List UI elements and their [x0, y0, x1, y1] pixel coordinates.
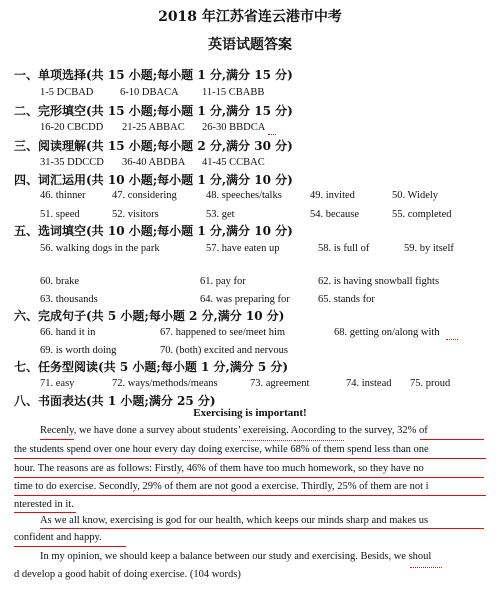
correction-underline [14, 477, 484, 478]
section-heading-reading: 三、阅读理解(共 15 小题;每小题 2 分,满分 30 分) [14, 139, 293, 153]
answer-cell: 68. getting on/along with [334, 327, 440, 338]
answer-cell: 67. happened to see/meet him [160, 327, 286, 338]
answer-cell: 46. thinner [40, 190, 86, 201]
answer-cell: 47. considering [112, 190, 177, 201]
essay-line: hour. The reasons are as follows: Firstly, 46% of them have too much homework, so they have no [14, 463, 424, 474]
essay-line: time to do exercise. Secondly, 29% of them are not good a exercise. Thirdly, 25% of them are not i [14, 481, 429, 492]
answer-cell: 58. is full of [318, 243, 370, 254]
answer-cell: 72. ways/methods/means [112, 378, 218, 389]
correction-underline [420, 439, 484, 440]
answer-cell: 54. because [310, 209, 359, 220]
correction-mark [294, 437, 344, 441]
answer-cell: 55. completed [392, 209, 452, 220]
answer-cell: 65. stands for [318, 294, 375, 305]
section-heading-vocabulary: 四、词汇运用(共 10 小题;每小题 1 分,满分 10 分) [14, 173, 293, 187]
essay-line: d develop a good habit of doing exercise. (104 words) [14, 569, 241, 580]
answer-cell: 60. brake [40, 276, 80, 287]
essay-line: nterested in it. [14, 499, 74, 510]
correction-mark [242, 437, 292, 441]
section-heading-writing: 八、书面表达(共 1 小题;满分 25 分) [14, 394, 216, 408]
exam-title: 2018 年江苏省连云港市中考 [158, 9, 342, 25]
answer-cell: 53. get [206, 209, 235, 220]
answer-cell: 31-35 DDCCD [40, 157, 104, 168]
answer-cell: 56. walking dogs in the park [40, 243, 160, 254]
correction-underline [40, 439, 74, 440]
section-heading-cloze: 二、完形填空(共 15 小题;每小题 1 分,满分 15 分) [14, 104, 293, 118]
answer-cell: 26-30 BBDCA [202, 122, 266, 133]
correction-underline [40, 528, 484, 529]
answer-cell: 16-20 CBCDD [40, 122, 104, 133]
answer-cell: 66. hand it in [40, 327, 96, 338]
correction-mark [268, 131, 276, 135]
answer-cell: 1-5 DCBAD [40, 87, 94, 98]
answer-cell: 64. was preparing for [200, 294, 290, 305]
essay-line: In my opinion, we should keep a balance between our study and exercising. Besids, we shoul [40, 551, 432, 562]
answer-key-subtitle: 英语试题答案 [208, 37, 292, 53]
correction-mark [446, 336, 458, 340]
answer-cell: 63. thousands [40, 294, 98, 305]
answer-cell: 75. proud [410, 378, 451, 389]
answer-cell: 50. Widely [392, 190, 439, 201]
answer-cell: 57. have eaten up [206, 243, 280, 254]
answer-cell: 11-15 CBABB [202, 87, 265, 98]
answer-cell: 74. instead [346, 378, 392, 389]
essay-title: Exercising is important! [193, 407, 307, 419]
answer-cell: 70. (both) excited and nervous [160, 345, 289, 356]
correction-underline [14, 512, 76, 513]
correction-underline [14, 546, 126, 547]
section-heading-sentence-completion: 六、完成句子(共 5 小题;每小题 2 分,满分 10 分) [14, 309, 285, 323]
answer-cell: 51. speed [40, 209, 80, 220]
essay-line: confident and happy. [14, 532, 102, 543]
answer-cell: 36-40 ABDBA [122, 157, 186, 168]
essay-line: Recenly, we have done a survey about students’ exereising. Aocording to the survey, 32% of [40, 425, 428, 436]
section-heading-word-choice: 五、选词填空(共 10 小题;每小题 1 分,满分 10 分) [14, 224, 293, 238]
correction-underline [14, 495, 486, 496]
essay-line: As we all know, exercising is god for our health, which keeps our minds sharp and makes us [40, 515, 429, 526]
answer-cell: 48. speeches/talks [206, 190, 282, 201]
answer-cell: 62. is having snowball fights [318, 276, 440, 287]
answer-cell: 69. is worth doing [40, 345, 117, 356]
answer-cell: 59. by itself [404, 243, 454, 254]
answer-cell: 52. visitors [112, 209, 159, 220]
answer-cell: 71. easy [40, 378, 75, 389]
answer-cell: 49. invited [310, 190, 355, 201]
essay-line: the students spend over one hour every day doing exercise, while 68% of them spend less than one [14, 444, 429, 455]
answer-cell: 21-25 ABBAC [122, 122, 185, 133]
answer-cell: 73. agreement [250, 378, 310, 389]
correction-mark [410, 564, 442, 568]
section-heading-task-reading: 七、任务型阅读(共 5 小题;每小题 1 分,满分 5 分) [14, 360, 289, 374]
answer-cell: 41-45 CCBAC [202, 157, 265, 168]
answer-cell: 61. pay for [200, 276, 246, 287]
section-heading-single-choice: 一、单项选择(共 15 小题;每小题 1 分,满分 15 分) [14, 68, 293, 82]
answer-cell: 6-10 DBACA [120, 87, 179, 98]
correction-underline [14, 458, 486, 459]
